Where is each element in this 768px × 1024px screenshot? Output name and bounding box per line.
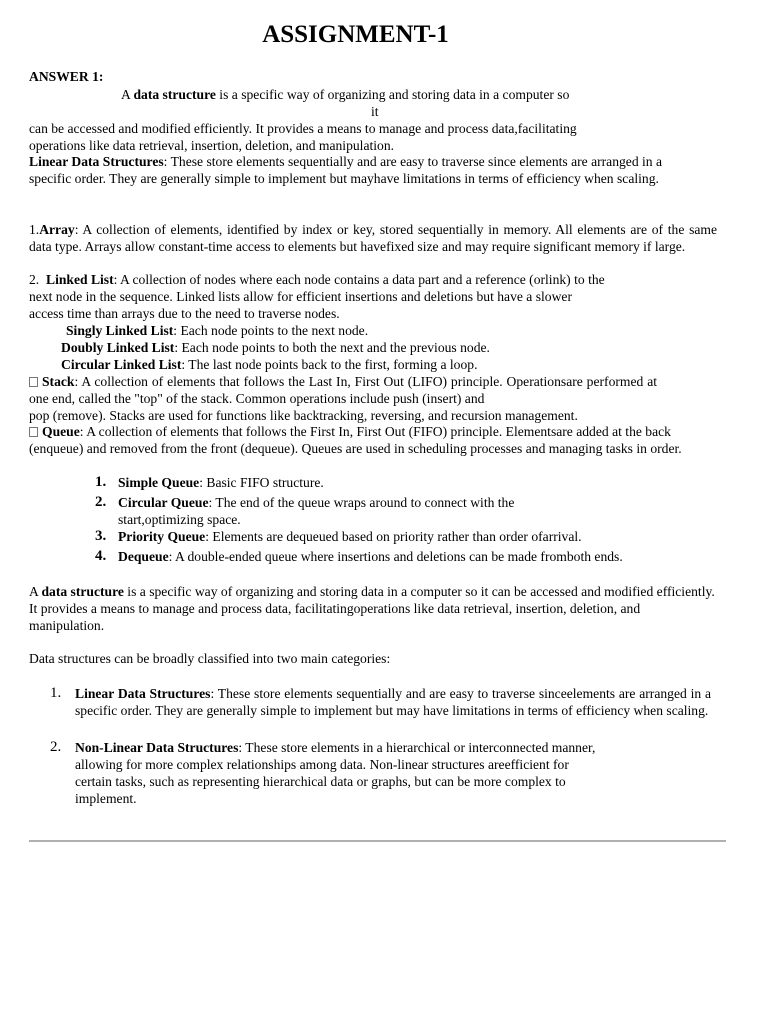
- list-item: 2. Circular Queue: The end of the queue wraps around to connect with the start,optimizing space.: [95, 494, 515, 527]
- list-item: 1. Simple Queue: Basic FIFO structure.: [95, 474, 324, 490]
- categories-intro: Data structures can be broadly classified into two main categories:: [29, 651, 391, 666]
- linked-line-3: access time than arrays due to the need to traverse nodes.: [29, 306, 340, 321]
- array-paragraph: 1.Array: A collection of elements, identified by index or key, stored sequentially in memory. All elements are of the same data type. Arrays allow constant-time access to elements but havefixed size and may require significant memory if large.: [29, 222, 717, 254]
- horizontal-divider: [29, 840, 726, 842]
- stack-line-3: pop (remove). Stacks are used for functions like backtracking, reversing, and recursion management.: [29, 408, 578, 423]
- stack-text: Stack: A collection of elements that follows the Last In, First Out (LIFO) principle. Operationsare performed at one end, called the "top" of the stack. Common operations include push (insert) and: [29, 374, 657, 406]
- linked-type-doubly: Doubly Linked List: Each node points to both the next and the previous node.: [61, 340, 490, 355]
- list-item: 2. Non-Linear Data Structures: These store elements in a hierarchical or interconnected manner, allowing for more complex relationships among data. Non-linear structures areefficient for certain tasks, such as representing hierarchical data or graphs, but can be more complex to implement.: [50, 739, 596, 806]
- page-title: ASSIGNMENT-1: [262, 21, 449, 48]
- linked-line-2: next node in the sequence. Linked lists allow for efficient insertions and deletions but have a slower: [29, 289, 572, 304]
- stack-paragraph: [29, 373, 657, 424]
- linked-line-1: 2. Linked List: A collection of nodes where each node contains a data part and a reference (orlink) to the: [29, 272, 605, 287]
- linked-type-singly: Singly Linked List: Each node points to the next node.: [66, 323, 369, 338]
- intro-line-2: it: [371, 104, 379, 119]
- linked-list-paragraph: [29, 271, 719, 322]
- intro-line-1: A data structure is a specific way of organizing and storing data in a computer so: [121, 87, 570, 102]
- data-structure-paragraph: A data structure is a specific way of organizing and storing data in a computer so it can be accessed and modified efficiently. It provides a means to manage and process data, facilitatingoperations like data retrieval, insertion, deletion, and manipulation.: [29, 584, 715, 633]
- bullet-box-icon: [29, 427, 38, 437]
- linked-list-types: [29, 322, 490, 373]
- list-item: 1. Linear Data Structures: These store elements sequentially and are easy to traverse sinceelements are arranged in a specific order. They are generally simple to implement but may have limitations in terms of efficiency when scaling.: [50, 685, 711, 718]
- intro-line-3: can be accessed and modified efficiently. It provides a means to manage and process data,facilitating: [29, 121, 577, 136]
- intro-paragraph: [29, 86, 729, 154]
- queue-types-list: [29, 474, 709, 568]
- bullet-box-icon: [29, 377, 38, 387]
- linked-type-circular: Circular Linked List: The last node points back to the first, forming a loop.: [61, 357, 478, 372]
- list-item: 3. Priority Queue: Elements are dequeued based on priority rather than order ofarrival.: [95, 528, 582, 544]
- linear-paragraph: Linear Data Structures: These store elements sequentially and are easy to traverse since elements are arranged in a specific order. They are generally simple to implement but mayhave limitations in terms of efficiency when scaling.: [29, 154, 663, 186]
- intro-line-4: operations like data retrieval, insertion, deletion, and manipulation.: [29, 138, 395, 153]
- answer-heading: ANSWER 1:: [29, 69, 104, 84]
- categories-list: [29, 685, 719, 807]
- list-item: 4. Dequeue: A double-ended queue where insertions and deletions can be made fromboth ends.: [95, 548, 623, 564]
- queue-paragraph: Queue: A collection of elements that follows the First In, First Out (FIFO) principle. Elementsare added at the back (enqueue) and removed from the front (dequeue). Queues are used in scheduling processes and managing tasks in order.: [29, 424, 682, 456]
